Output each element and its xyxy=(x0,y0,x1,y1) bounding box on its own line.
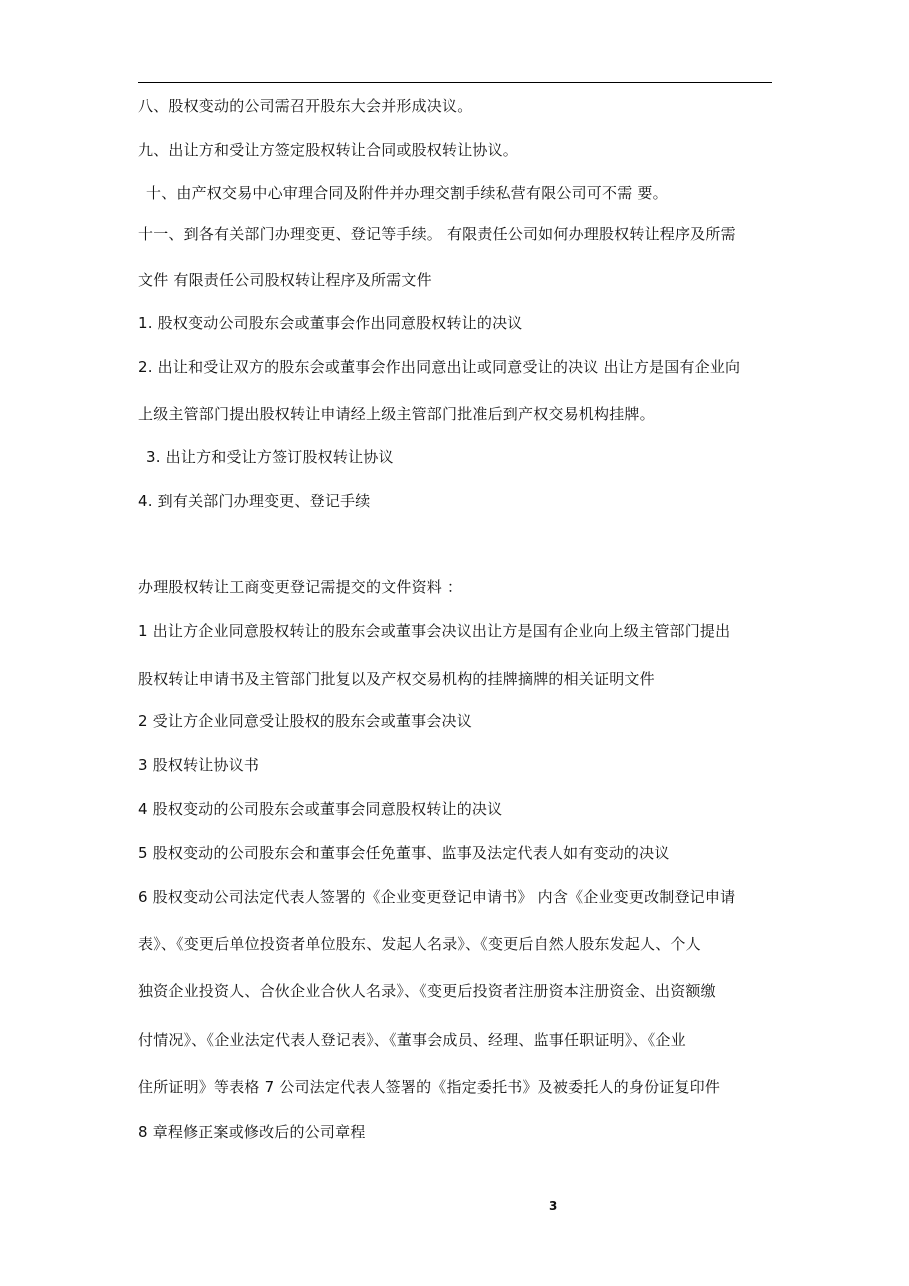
text-line: 十一、到各有关部门办理变更、登记等手续。 有限责任公司如何办理股权转让程序及所需 xyxy=(138,225,736,243)
list-item: 8 章程修正案或修改后的公司章程 xyxy=(138,1123,366,1141)
header-rule xyxy=(138,82,772,83)
list-item: 2. 出让和受让双方的股东会或董事会作出同意出让或同意受让的决议 出让方是国有企业向 xyxy=(138,358,741,376)
text-line: 股权转让申请书及主管部门批复以及产权交易机构的挂牌摘牌的相关证明文件 xyxy=(138,670,655,688)
text-line: 付情况》、《企业法定代表人登记表》、《董事会成员、经理、监事任职证明》、《企业 xyxy=(138,1031,686,1049)
list-item: 2 受让方企业同意受让股权的股东会或董事会决议 xyxy=(138,712,472,730)
list-item: 4 股权变动的公司股东会或董事会同意股权转让的决议 xyxy=(138,800,503,818)
text-line: 独资企业投资人、合伙企业合伙人名录》、《变更后投资者注册资本注册资金、出资额缴 xyxy=(138,982,716,1000)
text-line: 上级主管部门提出股权转让申请经上级主管部门批准后到产权交易机构挂牌。 xyxy=(138,405,655,423)
text-line: 八、股权变动的公司需召开股东大会并形成决议。 xyxy=(138,97,473,115)
list-item: 3. 出让方和受让方签订股权转让协议 xyxy=(146,448,394,466)
list-item: 5 股权变动的公司股东会和董事会任免董事、监事及法定代表人如有变动的决议 xyxy=(138,844,670,862)
text-line: 文件 有限责任公司股权转让程序及所需文件 xyxy=(138,271,432,289)
text-line: 九、出让方和受让方签定股权转让合同或股权转让协议。 xyxy=(138,141,519,159)
list-item: 1. 股权变动公司股东会或董事会作出同意股权转让的决议 xyxy=(138,314,523,332)
list-item: 6 股权变动公司法定代表人签署的《企业变更登记申请书》 内含《企业变更改制登记申请 xyxy=(138,888,736,906)
text-line: 住所证明》等表格 7 公司法定代表人签署的《指定委托书》及被委托人的身份证复印件 xyxy=(138,1078,721,1096)
list-item: 1 出让方企业同意股权转让的股东会或董事会决议出让方是国有企业向上级主管部门提出 xyxy=(138,622,731,640)
text-line: 表》、《变更后单位投资者单位股东、发起人名录》、《变更后自然人股东发起人、个人 xyxy=(138,935,701,953)
list-item: 3 股权转让协议书 xyxy=(138,756,260,774)
page-number: 3 xyxy=(549,1199,558,1213)
list-item: 4. 到有关部门办理变更、登记手续 xyxy=(138,492,371,510)
text-line: 十、由产权交易中心审理合同及附件并办理交割手续私营有限公司可不需 要。 xyxy=(146,184,668,202)
section-heading: 办理股权转让工商变更登记需提交的文件资料 ： xyxy=(138,578,463,596)
